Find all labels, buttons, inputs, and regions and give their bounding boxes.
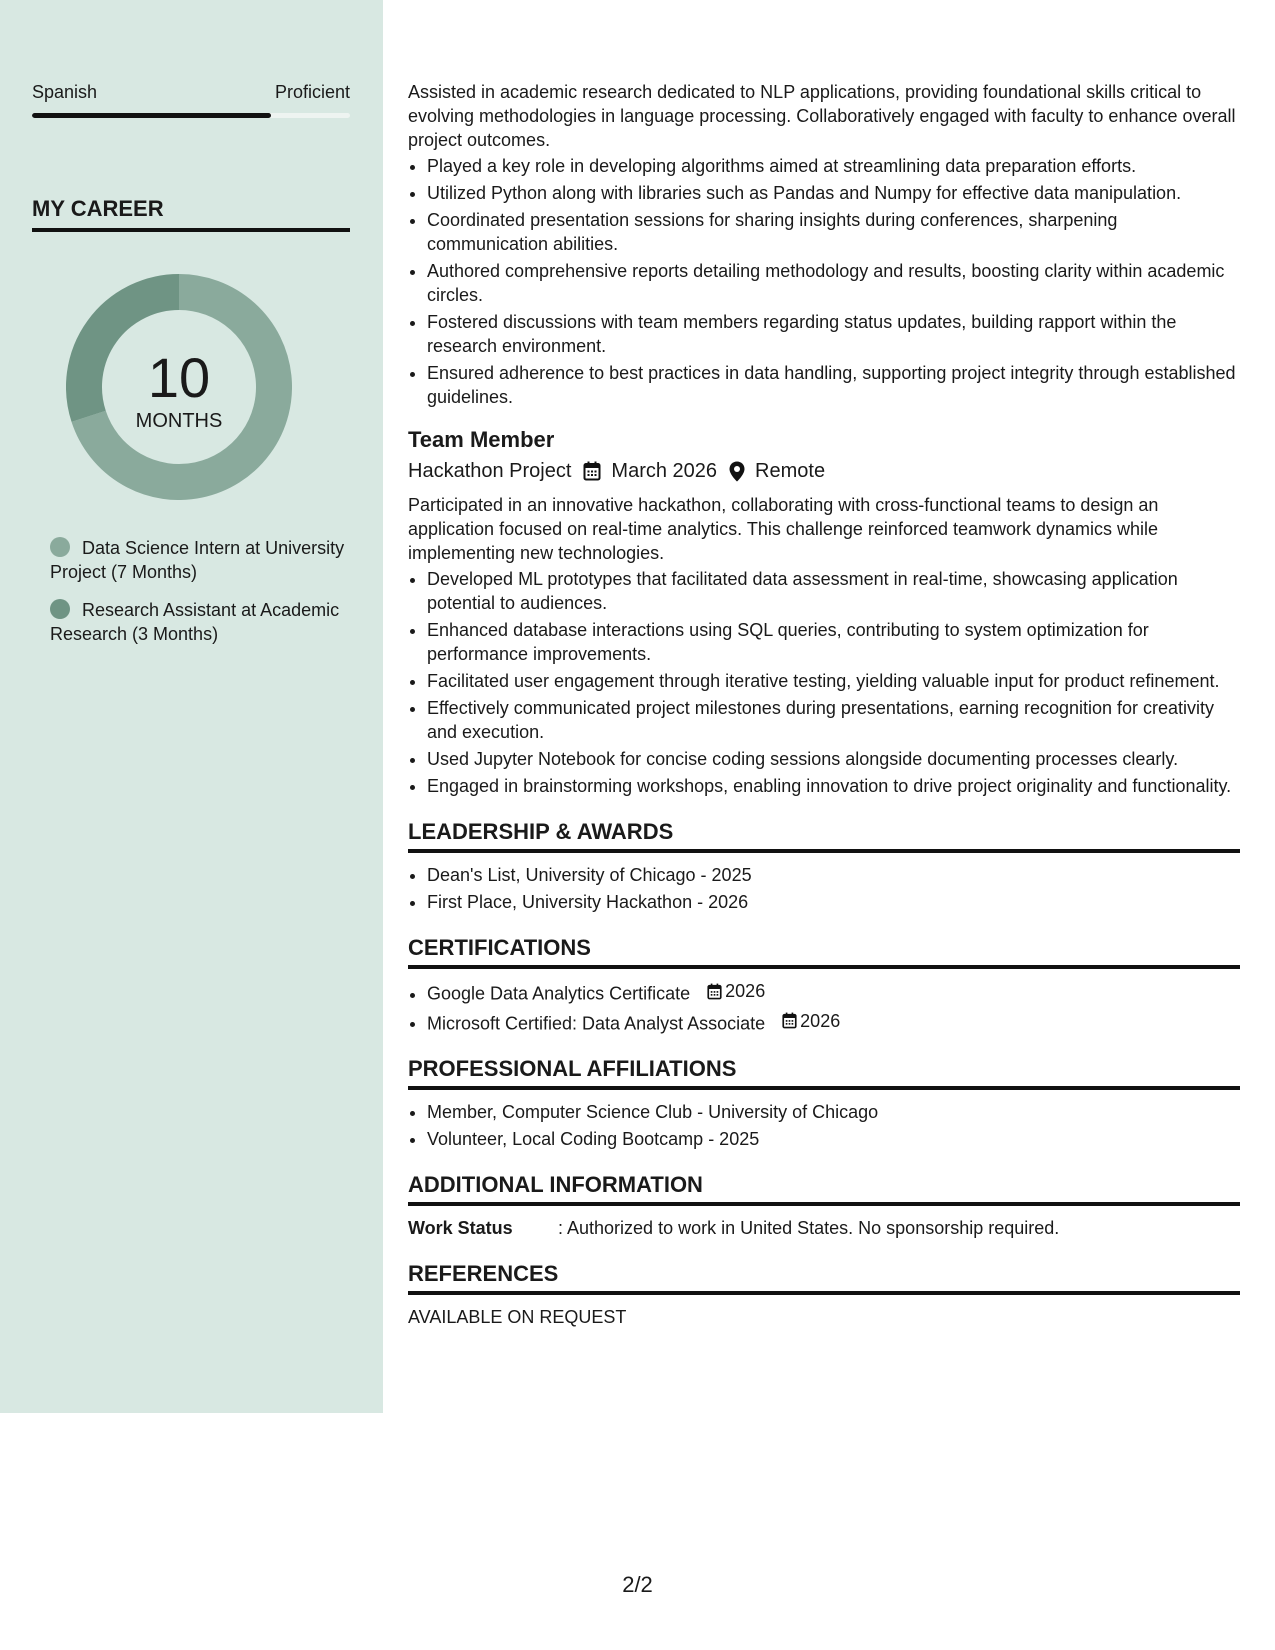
main-content [408,80,1240,1329]
list-item: • Ensured adherence to best practices in data handling, supporting project integrity through established guidelines. [427,361,1240,409]
career-legend-item [50,536,350,584]
certification-date [707,979,765,1003]
role-organization: Hackathon Project [408,460,572,482]
list-item [427,979,1240,1006]
list-item: • Used Jupyter Notebook for concise coding sessions alongside documenting processes clearly. [427,747,1240,771]
list-item: • Volunteer, Local Coding Bootcamp - 2025 [427,1127,1240,1151]
calendar-icon [583,461,601,481]
list-item: • Engaged in brainstorming workshops, enabling innovation to drive project originality and functionality. [427,774,1240,798]
role-location: Remote [755,460,826,482]
list-item: • Facilitated user engagement through iterative testing, yielding valuable input for product refinement. [427,669,1240,693]
certifications-list [408,979,1240,1035]
career-total [66,274,292,500]
language-level: Proficient [274,82,350,102]
certification-year: 2026 [725,981,766,1001]
career-item-label: Data Science Intern at University Project (7 Months) [50,538,345,582]
role-intro: Participated in an innovative hackathon, collaborating with cross-functional teams to design an application focused on real-time analytics. This challenge reinforced teamwork dynamics while implementing new technologies. [408,495,1159,563]
leadership-list [408,863,1240,914]
career-legend-item [50,598,350,646]
affiliations-list [408,1100,1240,1151]
affiliations-heading: PROFESSIONAL AFFILIATIONS [408,1055,1240,1090]
calendar-icon [782,1012,797,1029]
language-name: Spanish [32,82,98,102]
career-total-value: 10 [147,345,211,409]
certification-date [782,1009,840,1033]
list-item: • Played a key role in developing algorithms aimed at streamlining data preparation efforts. [427,154,1240,178]
list-item: • Effectively communicated project milestones during presentations, earning recognition for creativity and execution. [427,696,1240,744]
list-item: • Authored comprehensive reports detailing methodology and results, boosting clarity within academic circles. [427,259,1240,307]
certifications-heading: CERTIFICATIONS [408,934,1240,969]
page-number: 2/2 [622,1572,653,1597]
list-item: • Fostered discussions with team members regarding status updates, building rapport within the research environment. [427,310,1240,358]
role-meta [408,457,1240,485]
career-heading: MY CAREER [32,196,350,232]
work-status-value: : Authorized to work in United States. No sponsorship required. [558,1218,1060,1238]
certification-name: Google Data Analytics Certificate [427,983,691,1004]
list-item [427,1009,1240,1036]
language-row [32,82,350,103]
references-text: AVAILABLE ON REQUEST [408,1307,627,1327]
list-item: • Enhanced database interactions using SQL queries, contributing to system optimization for performance improvements. [427,618,1240,666]
sidebar [0,0,383,1413]
additional-info-heading: ADDITIONAL INFORMATION [408,1171,1240,1206]
certification-year: 2026 [800,1010,841,1031]
language-proficiency-bar [32,113,350,118]
career-item-label: Research Assistant at Academic Research (3 Months) [50,600,340,644]
experience-bullets [408,154,1240,409]
role-bullets [408,567,1240,798]
list-item: • Dean's List, University of Chicago - 2025 [427,863,1240,887]
list-item: • Utilized Python along with libraries such as Pandas and Numpy for effective data manipulation. [427,181,1240,205]
leadership-heading: LEADERSHIP & AWARDS [408,818,1240,853]
location-pin-icon [729,461,745,482]
calendar-icon [707,983,722,1000]
role-date: March 2026 [611,460,718,482]
list-item: • First Place, University Hackathon - 2026 [427,890,1240,914]
list-item: • Coordinated presentation sessions for sharing insights during conferences, sharpening communication abilities. [427,208,1240,256]
legend-dot-icon [50,599,70,619]
references-heading: REFERENCES [408,1260,1240,1295]
experience-intro: Assisted in academic research dedicated to NLP applications, providing foundational skills critical to evolving methodologies in language processing. Collaboratively engaged with faculty to enhance overall project outcomes. [408,82,1236,150]
certification-name: Microsoft Certified: Data Analyst Associate [427,1013,766,1033]
legend-dot-icon [50,537,70,557]
role-title: Team Member [408,427,555,452]
career-legend [50,536,350,660]
language-proficiency-fill [32,113,271,118]
work-status-label: Work Status [408,1218,513,1238]
work-status-row [408,1216,1240,1240]
career-total-unit: MONTHS [135,409,223,432]
list-item: • Developed ML prototypes that facilitated data assessment in real-time, showcasing application potential to audiences. [427,567,1240,615]
list-item: • Member, Computer Science Club - University of Chicago [427,1100,1240,1124]
